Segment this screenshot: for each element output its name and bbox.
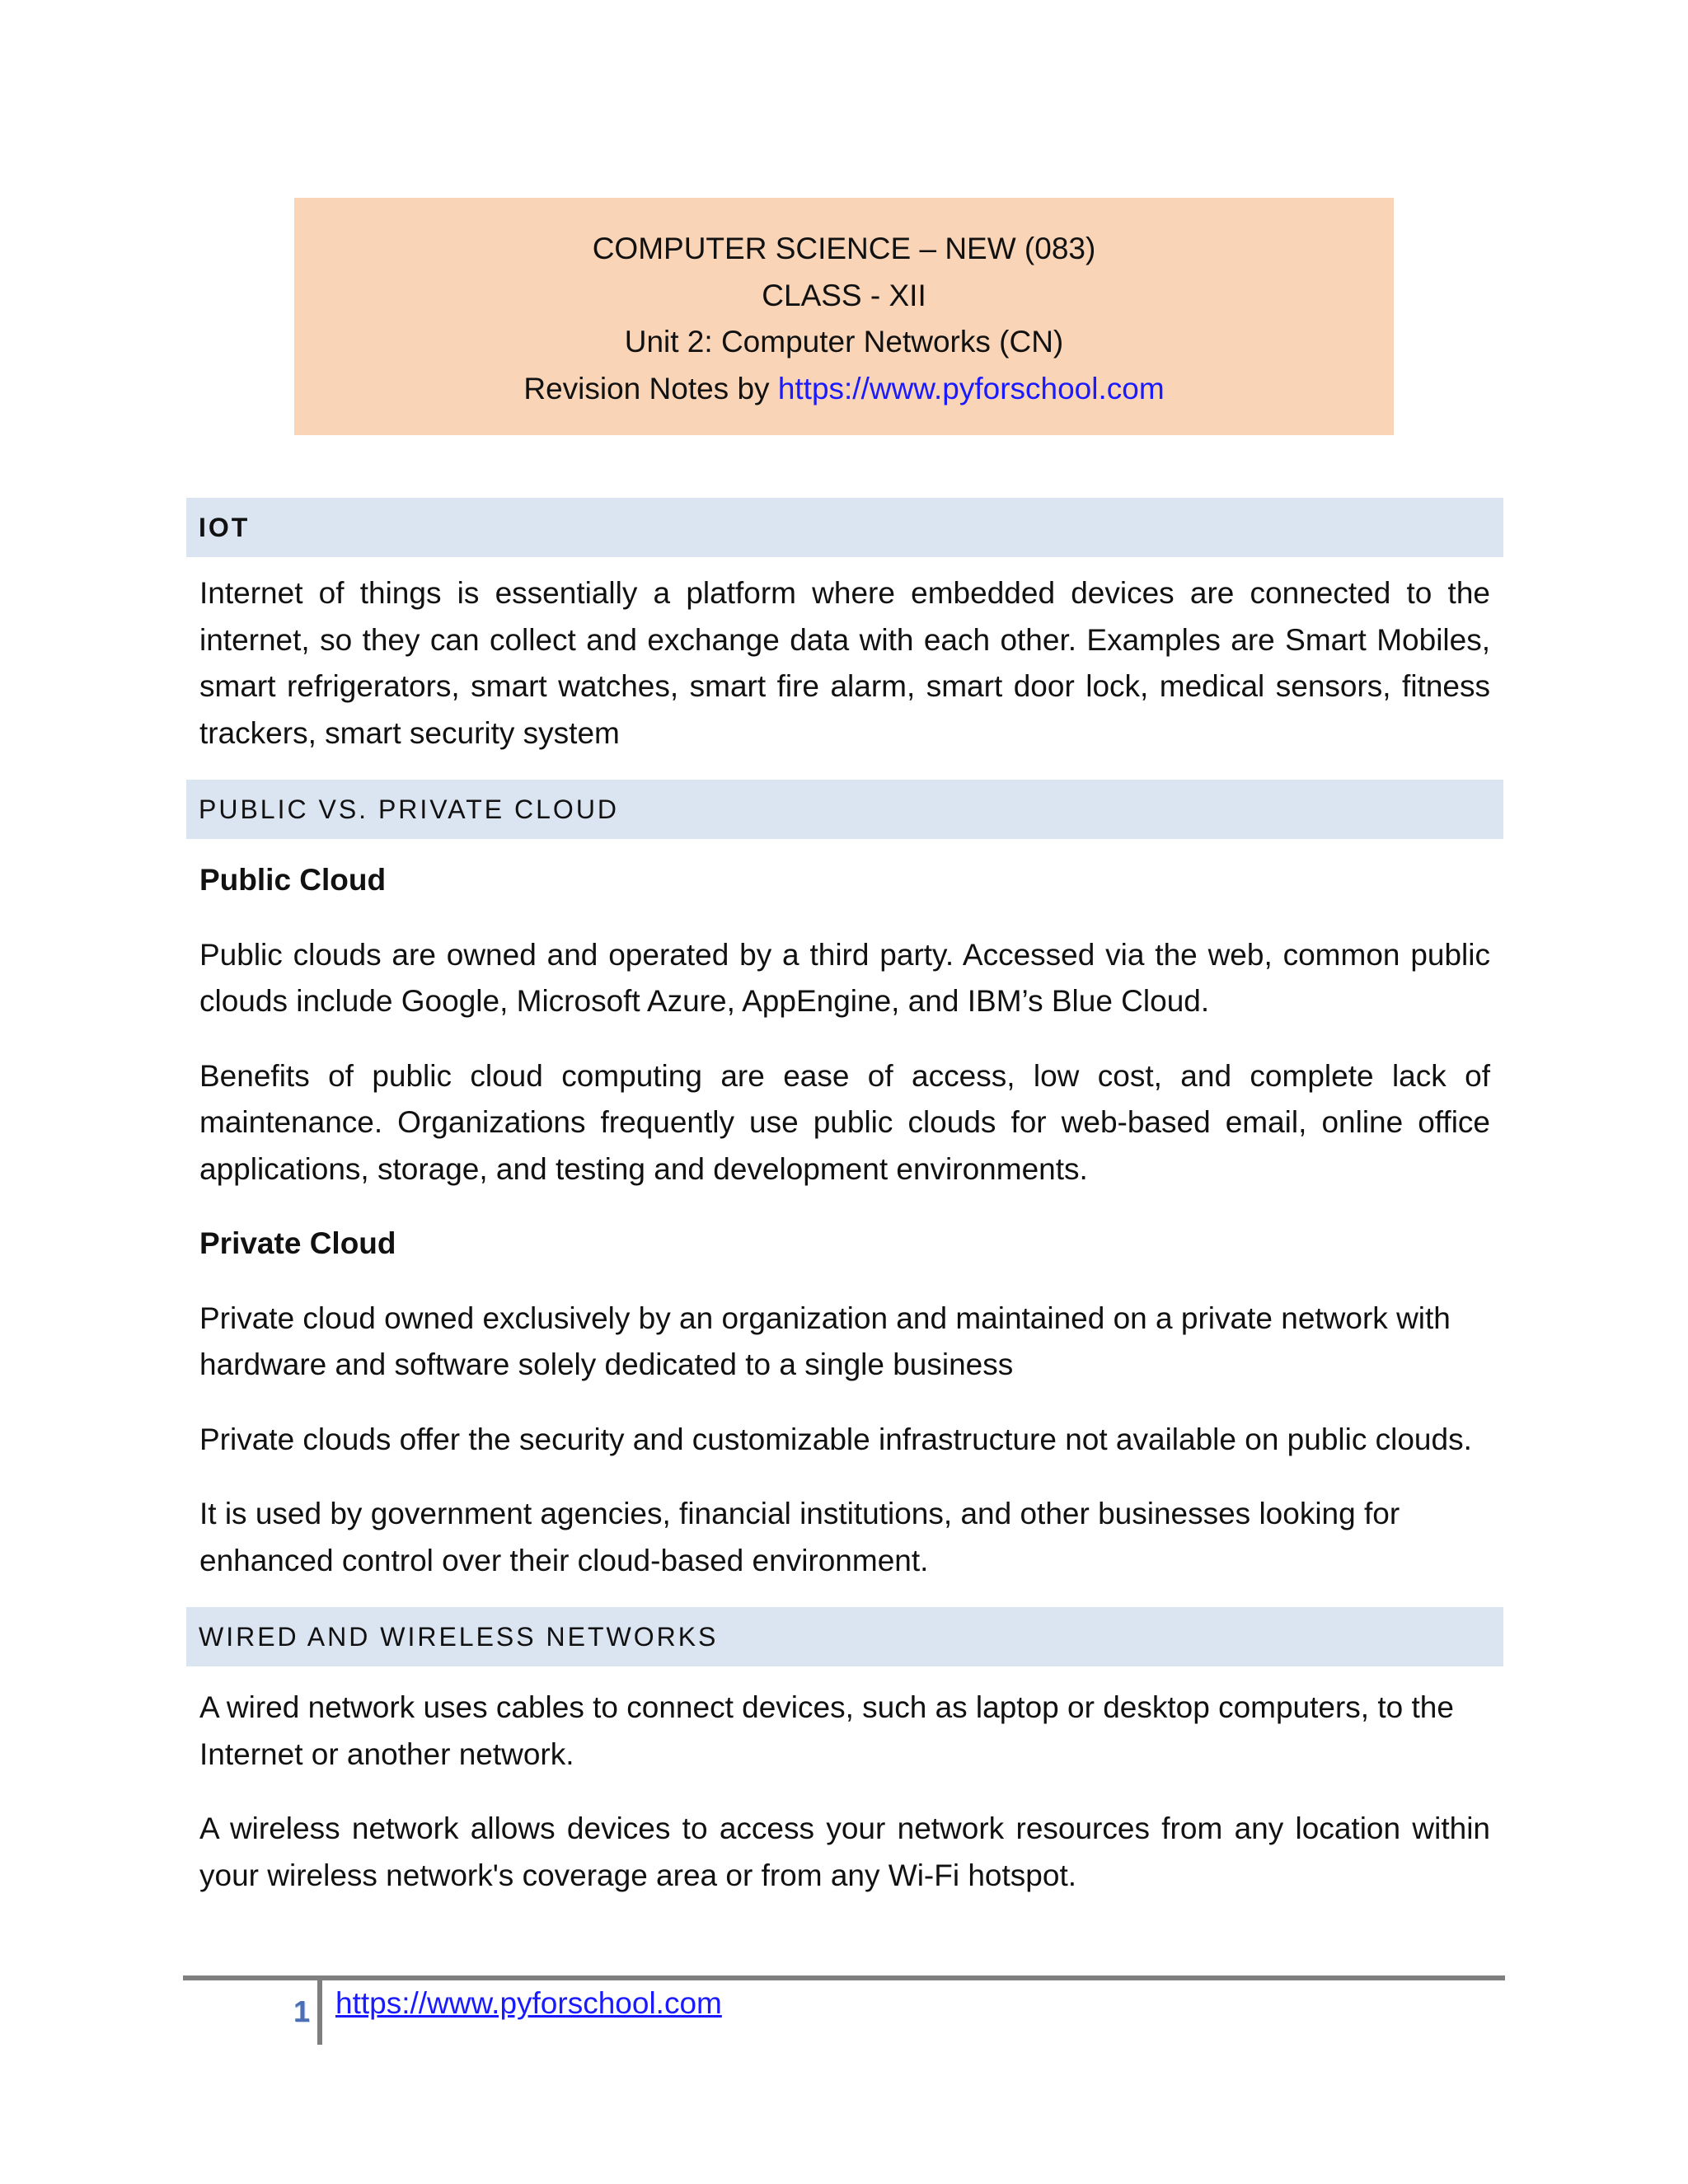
public-cloud-paragraph-1: Public clouds are owned and operated by a third party. Accessed via the web, common public clouds include Google, Microsoft Azure, AppEngine, and IBM’s Blue Cloud. [199, 937, 1490, 1018]
networks-content [186, 1685, 1503, 1899]
footer-vertical-divider [317, 1979, 322, 2045]
unit-title: Unit 2: Computer Networks (CN) [624, 325, 1064, 359]
section-heading-networks: WIRED AND WIRELESS NETWORKS [186, 1607, 1503, 1666]
wireless-network-paragraph: A wireless network allows devices to access your network resources from any location within your wireless network's coverage area or from any Wi-Fi hotspot. [199, 1811, 1490, 1892]
public-cloud-heading: Public Cloud [199, 863, 387, 897]
iot-paragraph: Internet of things is essentially a platform where embedded devices are connected to the internet, so they can collect and exchange data with each other. Examples are Smart Mobiles, smart refrigerators, smart watches, smart fire alarm, smart door lock, medical sensors, fitness trackers, smart security system [199, 576, 1490, 750]
title-box [294, 198, 1394, 435]
page-number: 1 [293, 1994, 310, 2028]
header-link[interactable]: https://www.pyforschool.com [777, 371, 1165, 405]
private-cloud-heading: Private Cloud [199, 1226, 396, 1260]
cloud-content [186, 857, 1503, 1584]
footer-divider [183, 1975, 1505, 1980]
main-content [186, 498, 1503, 1899]
revision-notes-line [294, 366, 1394, 413]
iot-content [186, 570, 1503, 757]
wired-network-paragraph: A wired network uses cables to connect devices, such as laptop or desktop computers, to the Internet or another network. [199, 1690, 1454, 1771]
private-cloud-paragraph-3: It is used by government agencies, financial institutions, and other businesses looking for enhanced control over their cloud-based environment. [199, 1497, 1400, 1577]
class-title: CLASS - XII [762, 278, 926, 312]
public-cloud-paragraph-2: Benefits of public cloud computing are ease of access, low cost, and complete lack of maintenance. Organizations frequently use public clouds for web-based email, online office applications, storage, and testing and development environments. [199, 1058, 1490, 1186]
private-cloud-paragraph-2: Private clouds offer the security and customizable infrastructure not available on public clouds. [199, 1422, 1472, 1456]
course-title: COMPUTER SCIENCE – NEW (083) [592, 232, 1096, 265]
footer-link[interactable]: https://www.pyforschool.com [335, 1986, 722, 2020]
private-cloud-paragraph-1: Private cloud owned exclusively by an organization and maintained on a private network with hardware and software solely dedicated to a single business [199, 1301, 1451, 1381]
revision-notes-prefix: Revision Notes by [523, 371, 778, 405]
section-heading-iot: IOT [186, 498, 1503, 557]
section-heading-cloud: PUBLIC VS. PRIVATE CLOUD [186, 780, 1503, 839]
